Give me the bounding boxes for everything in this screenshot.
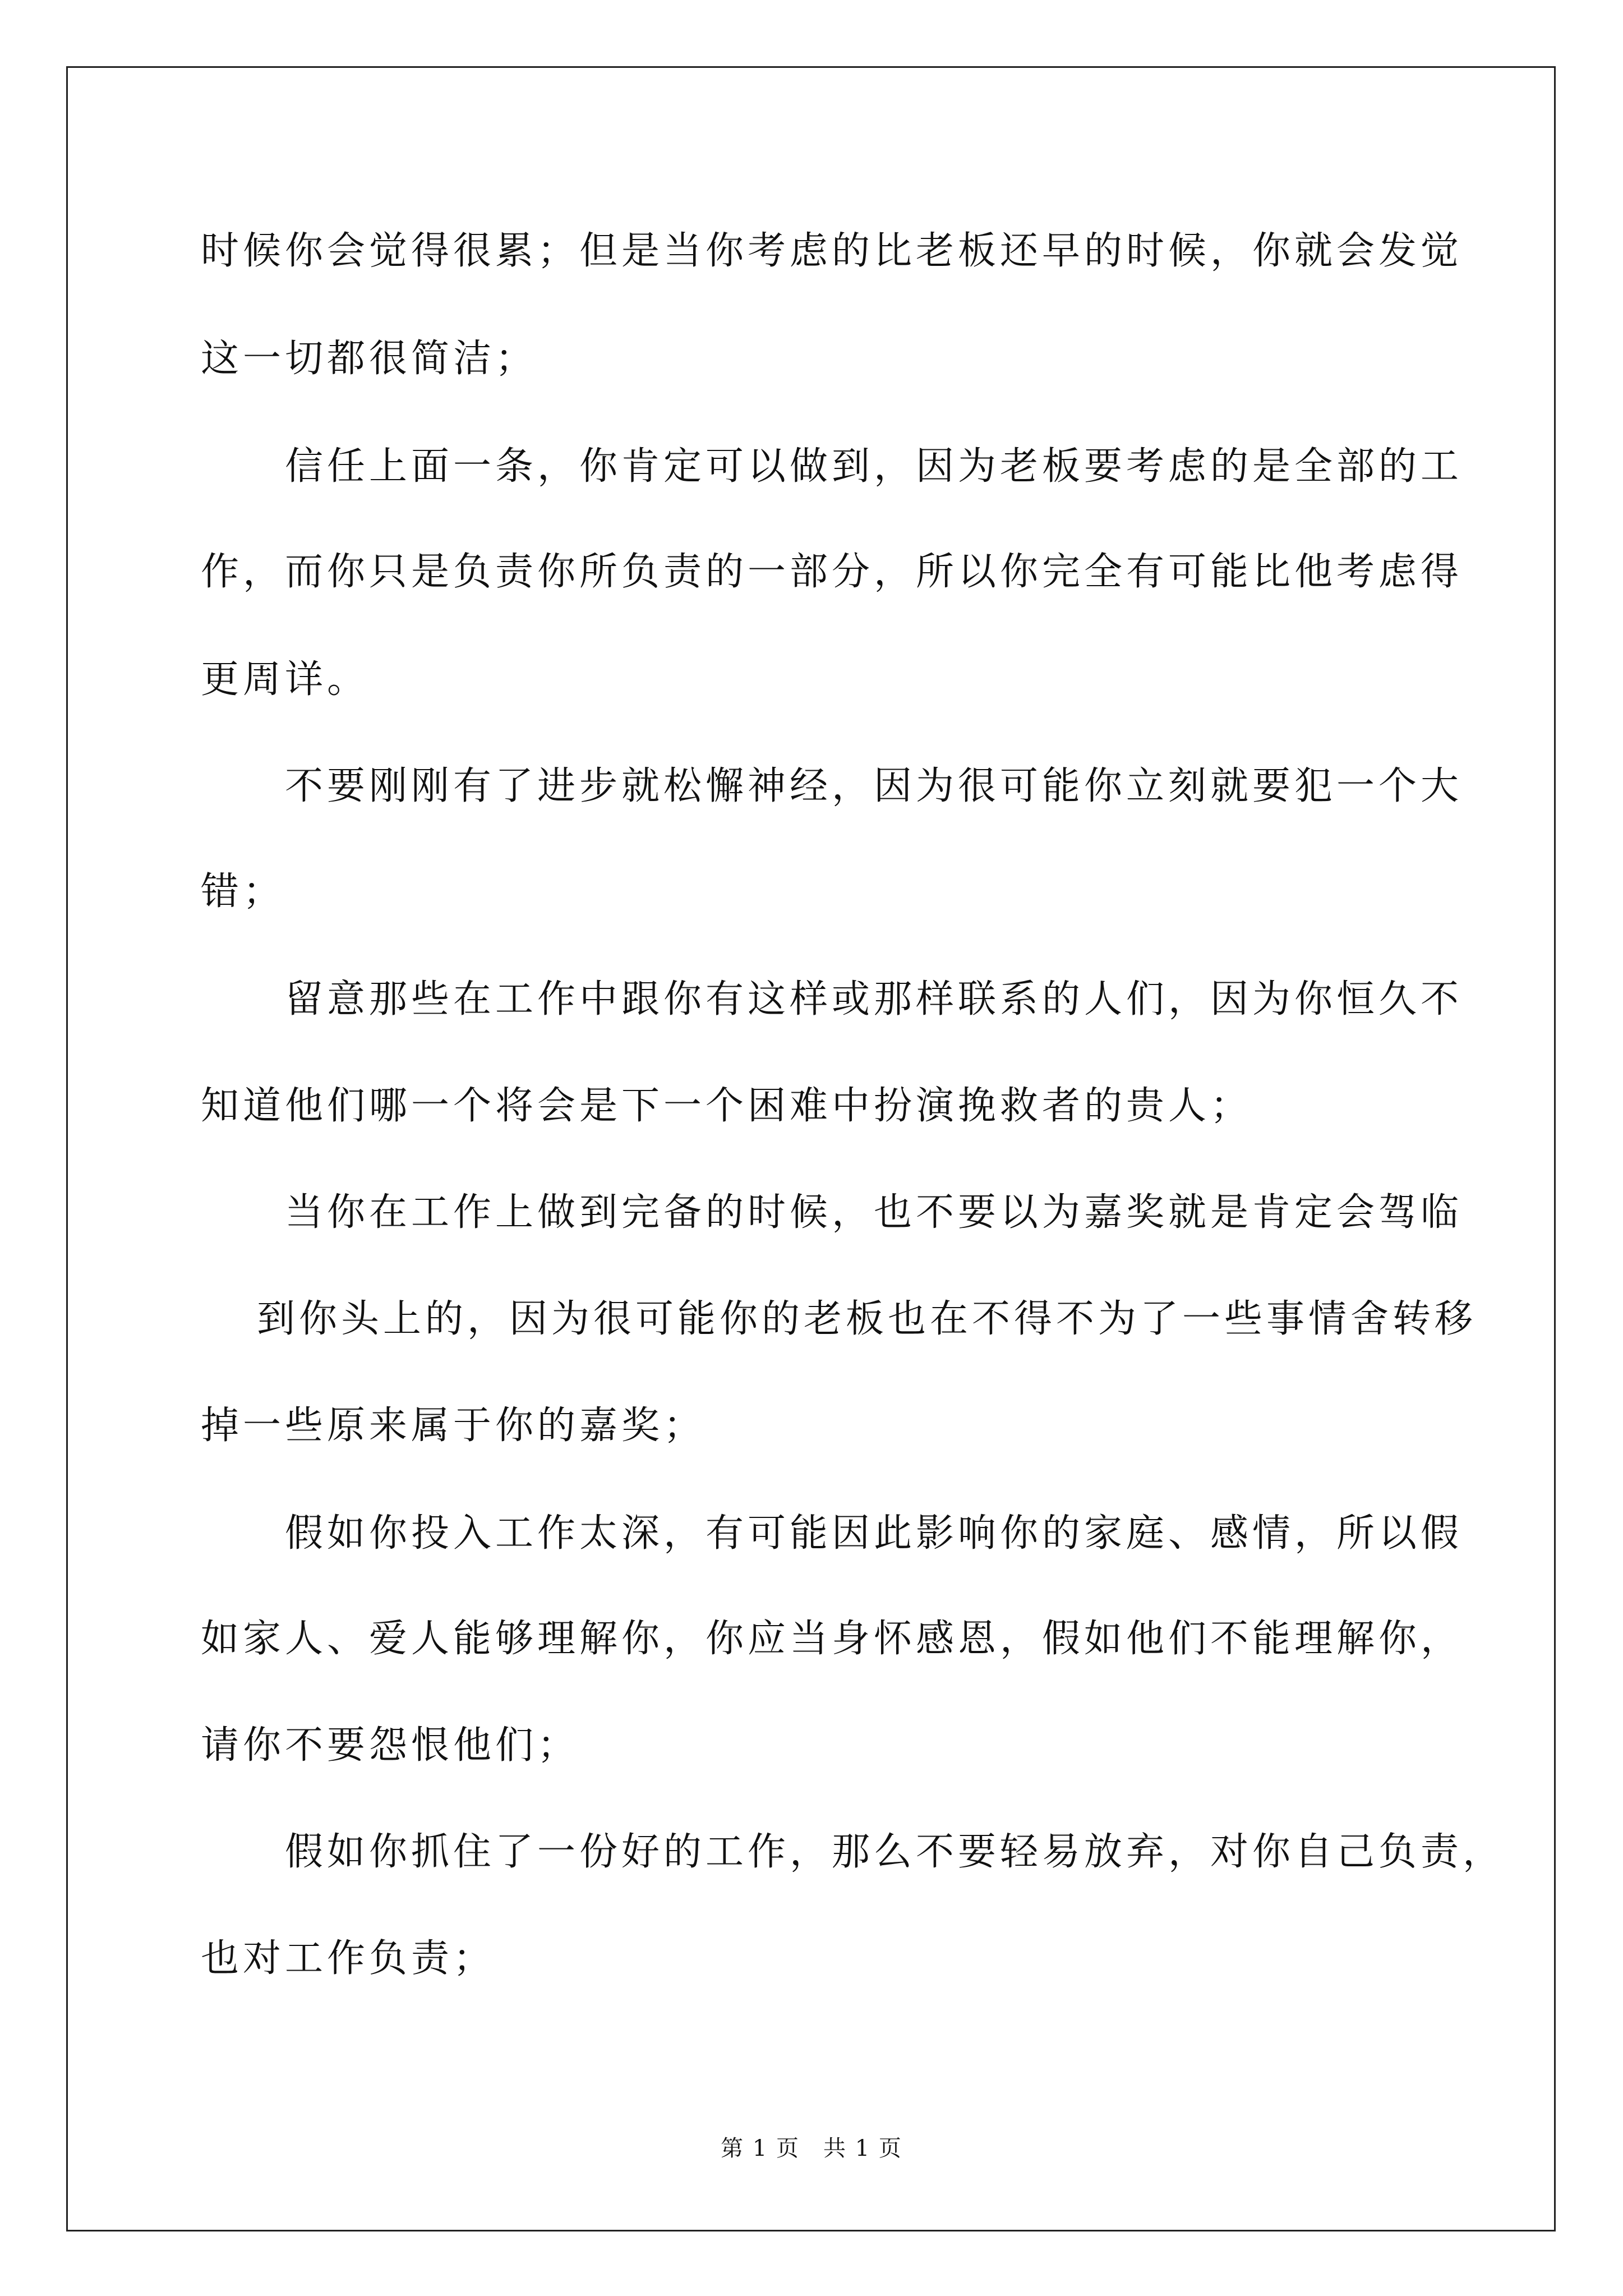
text-line: 当你在工作上做到完备的时候，也不要以为嘉奖就是肯定会驾临 (285, 1190, 1463, 1235)
text-line: 如家人、爱人能够理解你，你应当身怀感恩，假如他们不能理解你， (201, 1617, 1463, 1661)
text-line: 掉一些原来属于你的嘉奖； (201, 1404, 706, 1448)
page-number-footer: 第 1 页 共 1 页 (721, 2136, 902, 2161)
text-line: 这一切都很简洁； (201, 337, 538, 381)
text-line: 作，而你只是负责你所负责的一部分，所以你完全有可能比他考虑得 (201, 550, 1463, 594)
text-line: 错； (201, 869, 285, 914)
text-line: 时候你会觉得很累；但是当你考虑的比老板还早的时候，你就会发觉 (201, 229, 1463, 273)
text-line: 留意那些在工作中跟你有这样或那样联系的人们，因为你恒久不 (285, 977, 1463, 1022)
text-line: 到你头上的，因为很可能你的老板也在不得不为了一些事情舍转移 (257, 1297, 1477, 1341)
text-line: 更周详。 (201, 657, 370, 702)
text-line: 也对工作负责； (201, 1936, 496, 1981)
text-line: 假如你投入工作太深，有可能因此影响你的家庭、感情，所以假 (285, 1511, 1463, 1556)
text-line: 信任上面一条，你肯定可以做到，因为老板要考虑的是全部的工 (285, 444, 1463, 489)
text-line: 假如你抓住了一份好的工作，那么不要轻易放弃，对你自己负责， (285, 1830, 1505, 1874)
text-line: 不要刚刚有了进步就松懈神经，因为很可能你立刻就要犯一个大 (285, 764, 1463, 808)
text-line: 知道他们哪一个将会是下一个困难中扮演挽救者的贵人； (201, 1084, 1253, 1128)
text-line: 请你不要怨恨他们； (201, 1723, 580, 1768)
page-border (66, 66, 1556, 2231)
